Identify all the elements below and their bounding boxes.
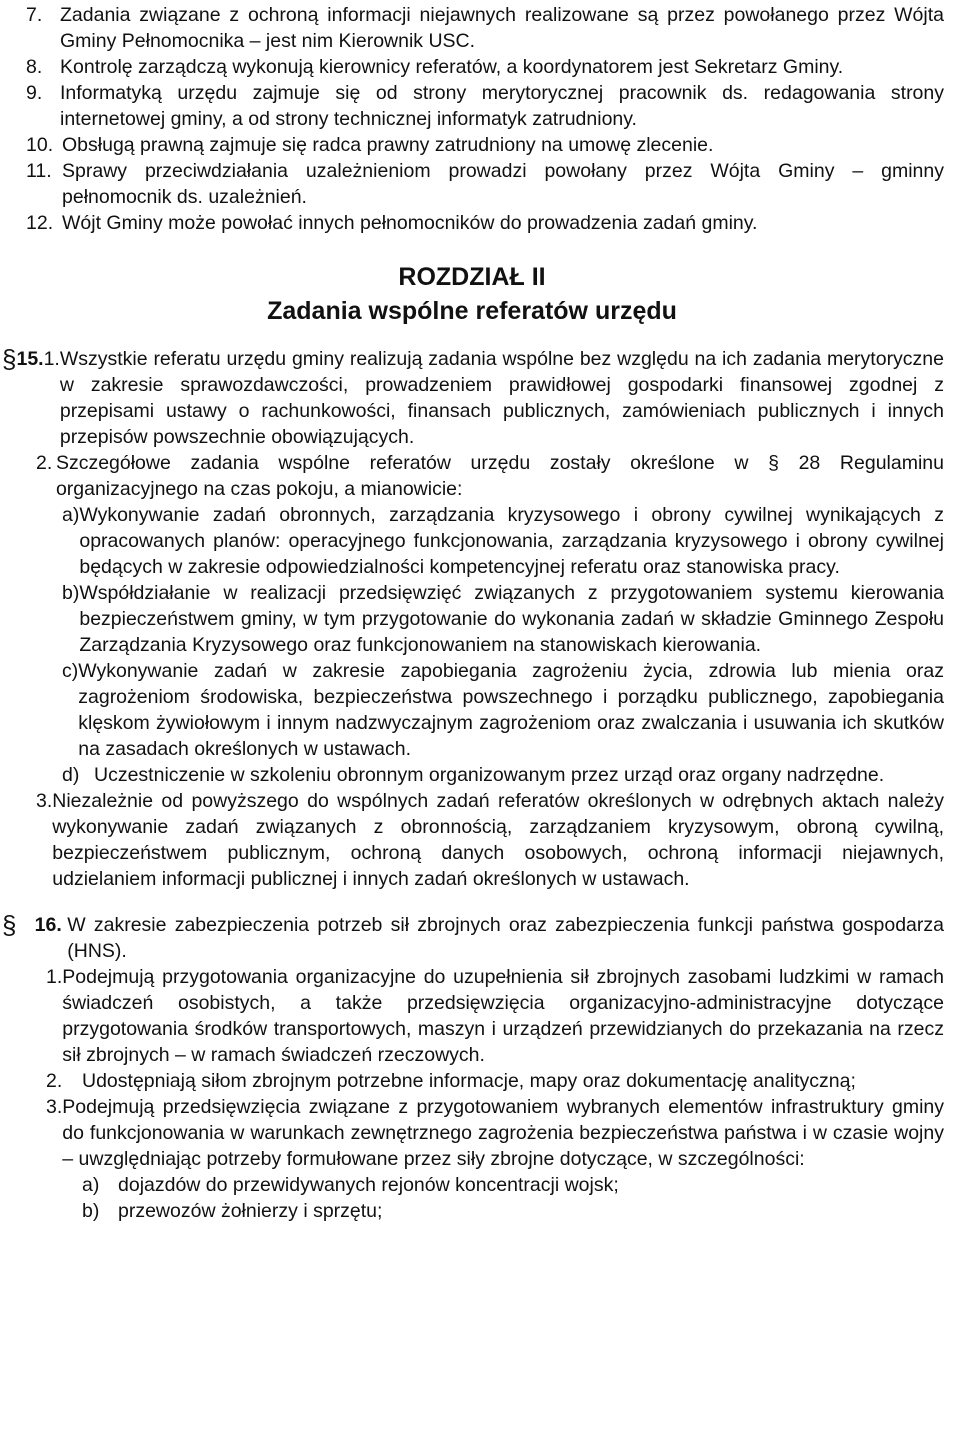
list-item <box>26 132 944 158</box>
section-15-paragraph-2 <box>36 450 944 502</box>
item-number: 12. <box>26 212 54 234</box>
paragraph-number: 3. <box>36 790 53 812</box>
item-text: Podejmują przygotowania organizacyjne do uzupełnienia sił zbrojnych zasobami ludzkimi w ramach świadczeń osobistych, a także przedsięwzięcia organizacyjno-administracyjne dotyczące przygotowania środków transportowych, maszyn i urządzeń przewidzianych do przekazania na rzecz sił zbrojnych – w ramach świadczeń rzeczowych. <box>62 966 944 1066</box>
item-number: 9. <box>26 82 43 104</box>
section-number: 16. <box>34 914 62 936</box>
item-number: 2. <box>46 1070 63 1092</box>
letter-text: Współdziałanie w realizacji przedsięwzięć związanych z przygotowaniem systemu kierowania bezpieczeństwem gminy, w tym przygotowanie do wykonania zadań w składzie Gminnego Zespołu Zarządzania Kryzysowego oraz funkcjonowaniem na stanowiskach kierowania. <box>79 582 944 656</box>
letter-item <box>62 502 944 580</box>
item-number: 11. <box>26 160 52 182</box>
paragraph-number: 1. <box>43 348 60 370</box>
letter-item <box>82 1198 944 1224</box>
list-item <box>26 80 944 132</box>
section-sign: § <box>2 910 17 940</box>
letter-text: Wykonywanie zadań w zakresie zapobiegania zagrożeniu życia, zdrowia lub mienia oraz zagrożeniom środowiska, bezpieczeństwa powszechnego i porządku publicznego, zapobiegania klęskom żywiołowym i innym nadzwyczajnym zagrożeniom oraz zwalczania i usuwania ich skutków na zasadach określonych w ustawach. <box>78 660 944 760</box>
list-item <box>26 210 944 236</box>
item-text: Kontrolę zarządczą wykonują kierownicy referatów, a koordynatorem jest Sekretarz Gminy. <box>60 56 844 78</box>
letter-marker: c) <box>62 660 79 682</box>
item-text: Obsługą prawną zajmuje się radca prawny zatrudniony na umowę zlecenie. <box>62 134 714 156</box>
list-item <box>26 2 944 54</box>
letter-text: przewozów żołnierzy i sprzętu; <box>118 1200 383 1222</box>
item-number: 8. <box>26 56 43 78</box>
item-text: Sprawy przeciwdziałania uzależnieniom prowadzi powołany przez Wójta Gminy – gminny pełnomocnik ds. uzależnień. <box>62 160 944 208</box>
item-number: 1. <box>46 966 63 988</box>
letter-marker: d) <box>62 764 80 786</box>
letter-item <box>62 762 944 788</box>
paragraph-text: W zakresie zabezpieczenia potrzeb sił zbrojnych oraz zabezpieczenia funkcji państwa gospodarza (HNS). <box>67 914 944 962</box>
item-text: Zadania związane z ochroną informacji niejawnych realizowane są przez powołanego przez Wójta Gminy Pełnomocnika – jest nim Kierownik USC. <box>60 4 944 52</box>
chapter-subtitle: Zadania wspólne referatów urzędu <box>267 297 677 325</box>
section-16-item <box>46 1094 944 1172</box>
list-item <box>26 158 944 210</box>
letter-text: dojazdów do przewidywanych rejonów koncentracji wojsk; <box>118 1174 619 1196</box>
list-item <box>26 54 944 80</box>
item-number: 3. <box>46 1096 63 1118</box>
section-15-paragraph-1 <box>2 346 944 450</box>
item-number: 7. <box>26 4 43 26</box>
letter-marker: a) <box>82 1174 100 1196</box>
paragraph-text: Wszystkie referatu urzędu gminy realizują zadania wspólne bez względu na ich zadania merytoryczne w zakresie sprawozdawczości, prowadzeniem prawidłowej gospodarki finansowej zgodnej z przepisami ustawy o rachunkowości, finansach publicznych, zamówieniach publicznych i innych przepisów powszechnie obowiązujących. <box>59 348 944 448</box>
letter-marker: a) <box>62 504 80 526</box>
letter-item <box>62 658 944 762</box>
letter-item <box>62 580 944 658</box>
section-sign: § <box>2 344 17 374</box>
numbered-list-top <box>0 2 944 236</box>
item-text: Informatyką urzędu zajmuje się od strony merytorycznej pracownik ds. redagowania strony internetowej gminy, a od strony technicznej informatyk zatrudniony. <box>60 82 944 130</box>
letter-marker: b) <box>82 1200 100 1222</box>
letter-item <box>82 1172 944 1198</box>
section-16-intro <box>2 912 944 964</box>
paragraph-text: Szczegółowe zadania wspólne referatów urzędu zostały określone w § 28 Regulaminu organizacyjnego na czas pokoju, a mianowicie: <box>55 452 944 500</box>
paragraph-text: Niezależnie od powyższego do wspólnych zadań referatów określonych w odrębnych aktach należy wykonywanie zadań związanych z obronnością, zarządzaniem kryzysowym, obroną cywilną, bezpieczeństwem publicznym, ochroną danych osobowych, ochroną informacji niejawnych, udzielaniem informacji publicznej i innych zadań określonych w ustawach. <box>52 790 944 890</box>
letter-marker: b) <box>62 582 80 604</box>
section-15-paragraph-3 <box>36 788 944 892</box>
item-text: Udostępniają siłom zbrojnym potrzebne informacje, mapy oraz dokumentację analityczną; <box>82 1070 856 1092</box>
spacer <box>0 892 944 912</box>
item-text: Podejmują przedsięwzięcia związane z przygotowaniem wybranych elementów infrastruktury gminy do funkcjonowania w warunkach zewnętrznego zagrożenia bezpieczeństwa państwa i w czasie wojny – uwzględniając potrzeby formułowane przez siły zbrojne dotyczące, w szczególności: <box>62 1096 944 1170</box>
section-16-item <box>46 1068 944 1094</box>
letter-text: Uczestniczenie w szkoleniu obronnym organizowanym przez urząd oraz organy nadrzędne. <box>94 764 885 786</box>
section-16-item <box>46 964 944 1068</box>
chapter-title: ROZDZIAŁ II <box>398 263 546 291</box>
letter-text: Wykonywanie zadań obronnych, zarządzania kryzysowego i obrony cywilnej wynikających z opracowanych planów: operacyjnego funkcjonowania, zarządzania kryzysowego i obrony cywilnej będących w zakresie odpowiedzialności kompetencyjnej referatu oraz stanowiska pracy. <box>79 504 944 578</box>
item-text: Wójt Gminy może powołać innych pełnomocników do prowadzenia zadań gminy. <box>62 212 758 234</box>
paragraph-number: 2. <box>36 452 53 474</box>
section-number: 15. <box>16 348 44 370</box>
item-number: 10. <box>26 134 54 156</box>
